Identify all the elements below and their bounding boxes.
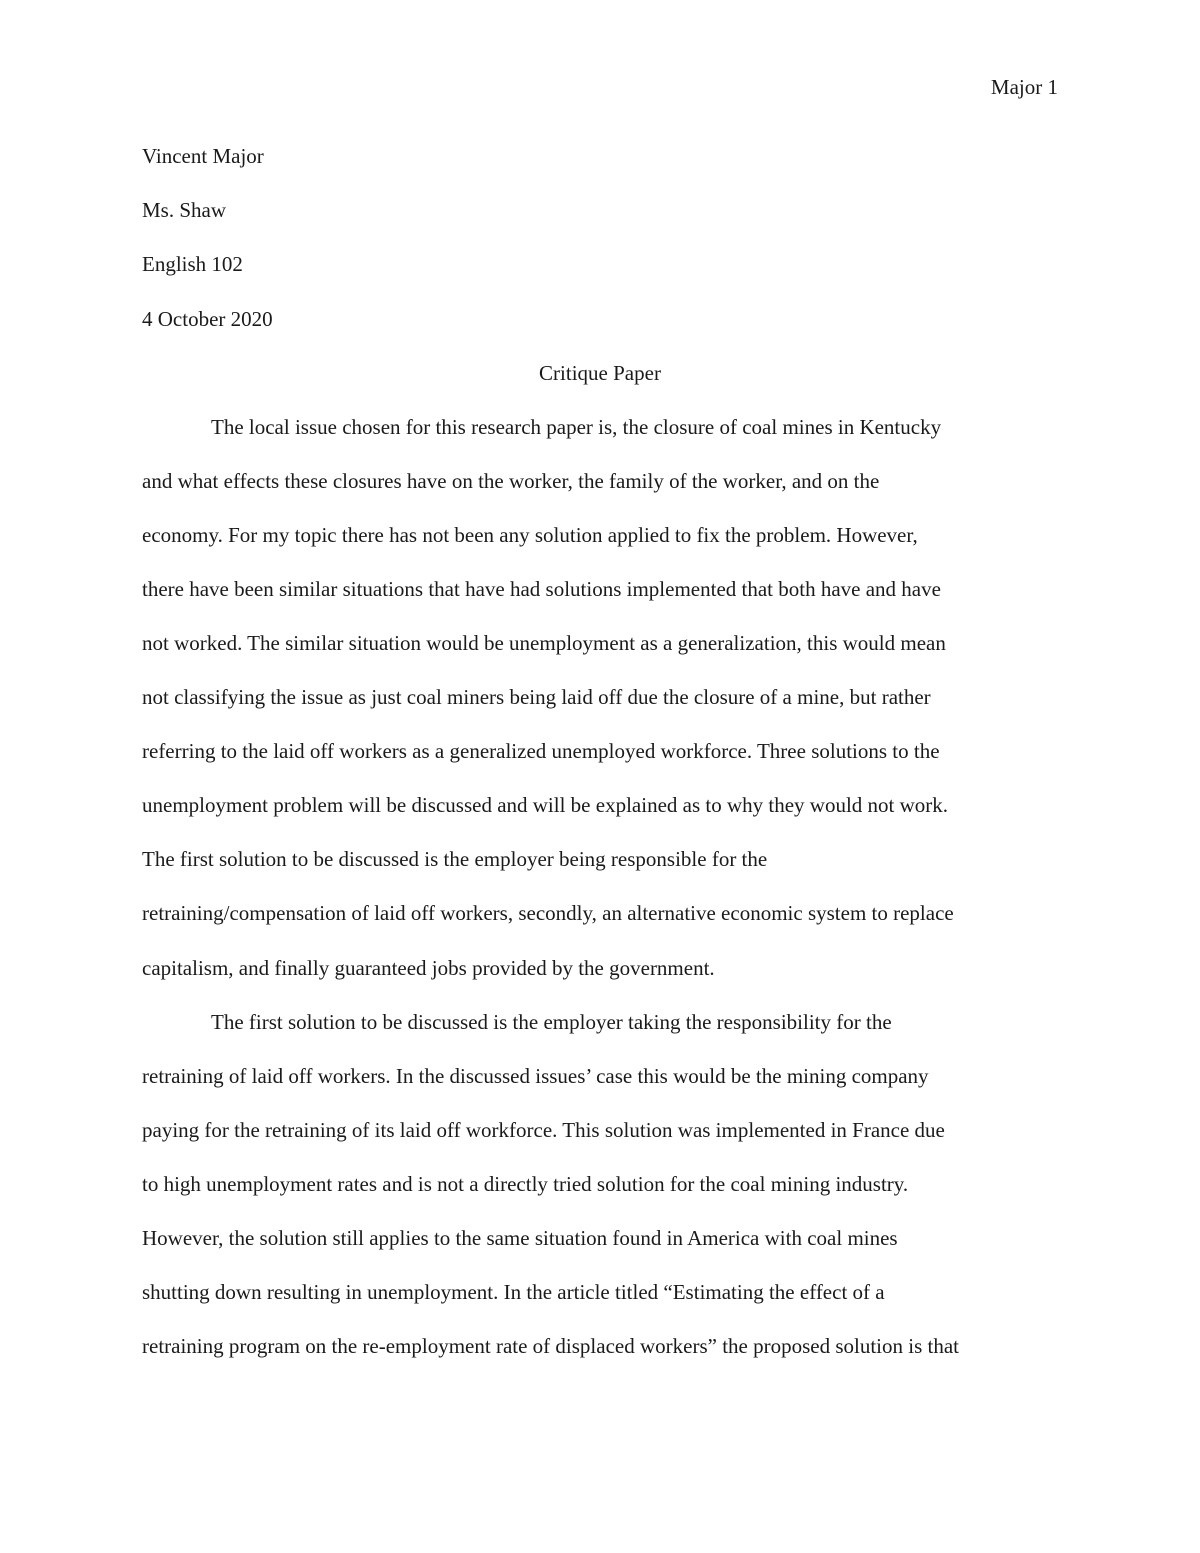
course-name: English 102 <box>142 252 243 276</box>
author-name: Vincent Major <box>142 144 264 168</box>
paragraph-1-line: economy. For my topic there has not been any solution applied to fix the problem. However, <box>142 523 918 547</box>
paragraph-2-line: The first solution to be discussed is the employer taking the responsibility for the <box>211 1010 892 1034</box>
paragraph-1-line: not classifying the issue as just coal miners being laid off due the closure of a mine, but rather <box>142 685 931 709</box>
paragraph-1-line: there have been similar situations that have had solutions implemented that both have and have <box>142 577 941 601</box>
paragraph-1-line: unemployment problem will be discussed and will be explained as to why they would not work. <box>142 793 949 817</box>
paragraph-1-line: The first solution to be discussed is the employer being responsible for the <box>142 847 768 871</box>
instructor-name: Ms. Shaw <box>142 198 227 222</box>
paragraph-2-line: retraining of laid off workers. In the discussed issues’ case this would be the mining company <box>142 1064 929 1088</box>
paragraph-2-line: paying for the retraining of its laid off workforce. This solution was implemented in France due <box>142 1118 945 1142</box>
paragraph-2-line: However, the solution still applies to the same situation found in America with coal mines <box>142 1226 898 1250</box>
paragraph-1-line: not worked. The similar situation would be unemployment as a generalization, this would mean <box>142 631 946 655</box>
paragraph-1-line: referring to the laid off workers as a generalized unemployed workforce. Three solutions to the <box>142 739 940 763</box>
paper-date: 4 October 2020 <box>142 307 273 331</box>
paper-title: Critique Paper <box>539 361 661 385</box>
paragraph-1-line: capitalism, and finally guaranteed jobs provided by the government. <box>142 956 715 980</box>
paragraph-1-line: retraining/compensation of laid off workers, secondly, an alternative economic system to replace <box>142 901 954 925</box>
paragraph-2-line: shutting down resulting in unemployment. In the article titled “Estimating the effect of a <box>142 1280 885 1304</box>
paragraph-1-line: and what effects these closures have on the worker, the family of the worker, and on the <box>142 469 880 493</box>
paragraph-2-line: retraining program on the re-employment rate of displaced workers” the proposed solution is that <box>142 1334 960 1358</box>
paragraph-2-line: to high unemployment rates and is not a directly tried solution for the coal mining industry. <box>142 1172 909 1196</box>
paragraph-1-line: The local issue chosen for this research paper is, the closure of coal mines in Kentucky <box>211 415 942 439</box>
running-header: Major 1 <box>990 75 1058 99</box>
